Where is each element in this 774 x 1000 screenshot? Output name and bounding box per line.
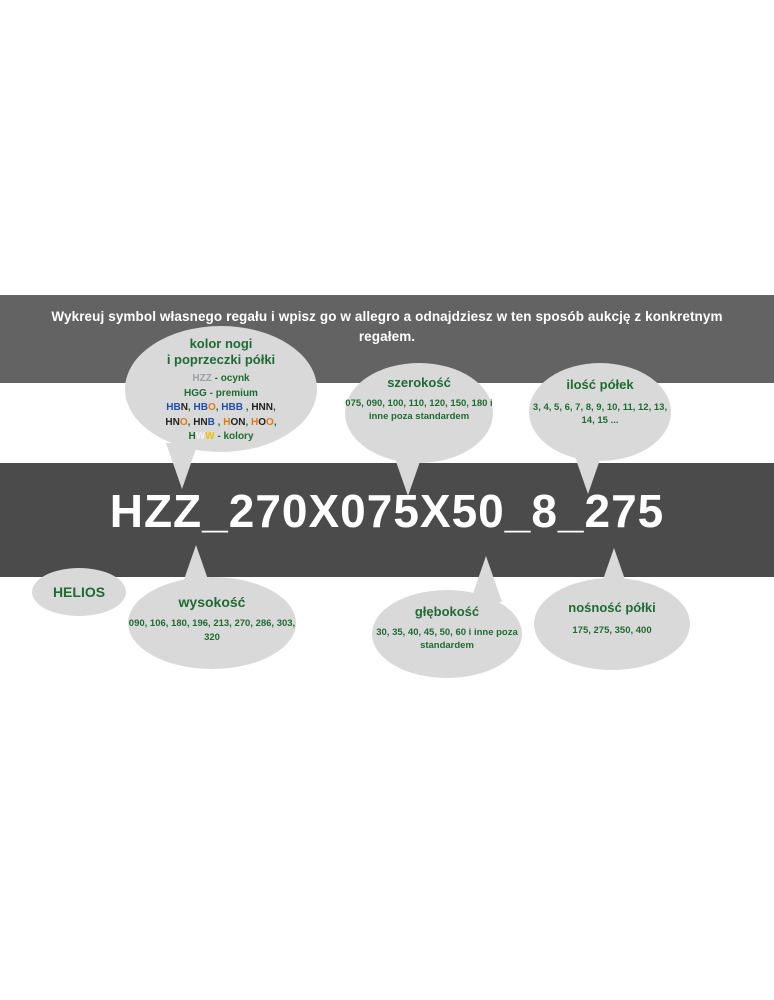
callout-szerokosc-title: szerokość [387,375,451,390]
callout-nosnosc-body: 175, 275, 350, 400 [572,624,652,636]
callout-glebokosc-body: 30, 35, 40, 45, 50, 60 i inne poza standardem [376,626,518,652]
kolor-line-premium: HGG - premium [184,387,258,399]
callout-szerokosc-body: 075, 090, 100, 110, 120, 150, 180 i inne poza standardem [345,397,493,423]
callout-wysokosc-title: wysokość [178,594,246,610]
callout-ilosc-polek-title: ilość półek [566,377,634,392]
callout-szerokosc [345,363,493,463]
callout-glebokosc-title: głębokość [414,604,480,619]
callout-tail-kolor [166,443,198,489]
kolor-line-4: HNO, HNB , HON, HOO, [165,416,277,428]
callout-nosnosc-polki [534,578,690,670]
callout-kolor-body [125,372,317,445]
callout-wysokosc-body: 090, 106, 180, 196, 213, 270, 286, 303, 320 [128,617,296,643]
callout-nosnosc-title: nośność półki [568,600,656,615]
callout-glebokosc [372,590,522,678]
callout-kolor-nogi [125,326,317,452]
callout-ilosc-polek-body: 3, 4, 5, 6, 7, 8, 9, 10, 11, 12, 13, 14, 15 ... [532,401,668,427]
product-code-text: HZZ_270X075X50_8_275 [109,485,665,537]
callout-kolor-title-line1: kolor nogi [189,336,253,351]
brand-label: HELIOS [52,583,106,600]
callout-brand-helios [32,568,126,616]
callout-ilosc-polek [529,363,671,461]
kolor-line-5: HWW - kolory [188,431,254,443]
kolor-line-3: HBN, HBO, HBB , HNN, [166,402,276,414]
kolor-line-ocynk: HZZ - ocynk [192,373,250,385]
callout-wysokosc [128,577,296,669]
headline-text: Wykreuj symbol własnego regału i wpisz go w allegro a odnajdziesz w ten sposób aukcję z konkretnym regałem. [51,309,723,344]
callout-kolor-title-line2: i poprzeczki półki [166,351,276,367]
